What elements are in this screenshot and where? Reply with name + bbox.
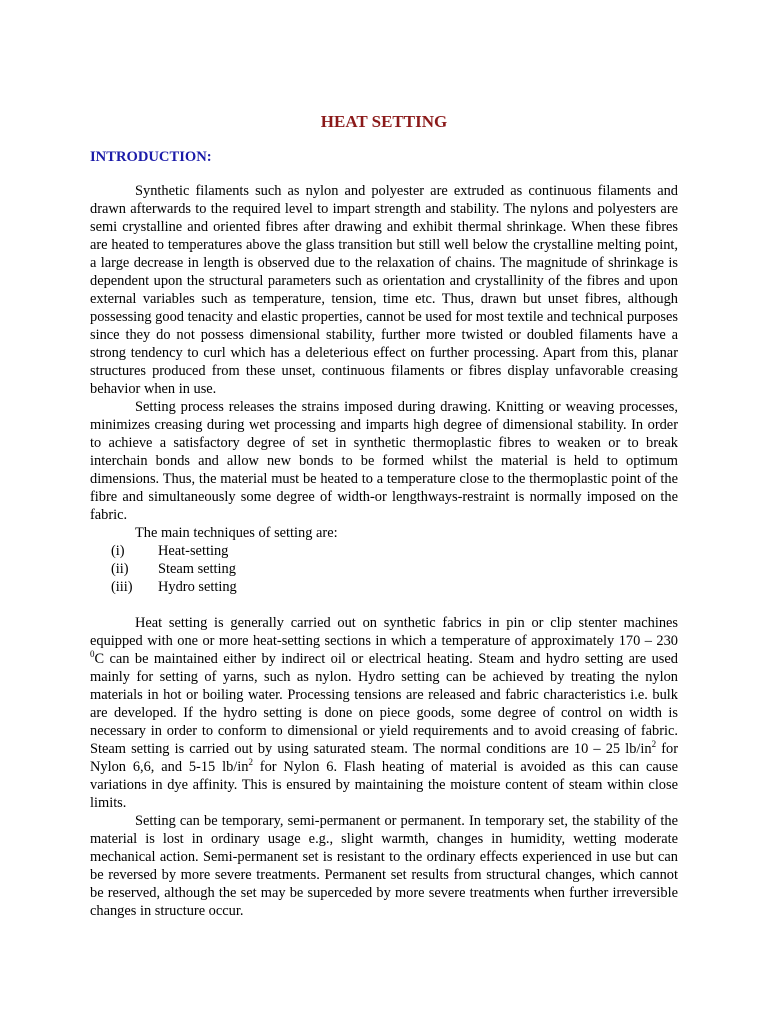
superscript-degree: 0 [90, 649, 95, 660]
list-item [90, 560, 678, 578]
paragraph-4: Setting can be temporary, semi-permanent or permanent. In temporary set, the stability of the material is lost in ordinary usage e.g., slight warmth, changes in humidity, wetting moderate mechanical action. Semi-permanent set is resistant to the ordinary effects experienced in use but can be reversed by more severe treatments. Permanent set results from structural changes, which cannot be reserved, although the set may be superceded by more severe treatments when further irreversible changes in structure occur. [90, 813, 678, 919]
list-item-text: Hydro setting [158, 579, 237, 595]
list-item-text: Steam setting [158, 561, 236, 577]
section-heading-introduction: INTRODUCTION: [90, 149, 212, 165]
list-item-text: Heat-setting [158, 543, 229, 559]
techniques-lead: The main techniques of setting are: [135, 525, 338, 541]
paragraph-1: Synthetic filaments such as nylon and polyester are extruded as continuous filaments and drawn afterwards to the required level to impart strength and stability. The nylons and polyesters are semi crystalline and oriented fibres after drawing and exhibit thermal shrinkage. When these fibres are heated to temperatures above the glass transition but still well below the crystalline melting point, a large decrease in length is observed due to the relaxation of chains. The magnitude of shrinkage is dependent upon the structural parameters such as orientation and crystallinity of the fibres and upon external variables such as temperature, tension, time etc. Thus, drawn but unset fibres, although possessing good tenacity and elastic properties, cannot be used for most textile and technical purposes since they do not possess dimensional stability, further more twisted or doubled filaments have a strong tendency to curl which has a deleterious effect on further processing. Apart from this, planar structures produced from these unset, continuous filaments or fibres display unfavorable creasing behavior when in use. [90, 183, 678, 397]
techniques-list [90, 542, 678, 596]
list-item-number: (i) [111, 543, 125, 559]
paragraph-3 [90, 614, 678, 812]
list-item-number: (ii) [111, 561, 129, 577]
superscript-squared: 2 [248, 757, 253, 768]
list-item-number: (iii) [111, 579, 133, 595]
paragraph-3-part-c: for Nylon 6,6, and 5-15 lb/in [90, 741, 678, 775]
paragraph-2: Setting process releases the strains imposed during drawing. Knitting or weaving processes, minimizes creasing during wet processing and imparts high degree of dimensional stability. In order to achieve a satisfactory degree of set in synthetic thermoplastic fibres to weaken or to break interchain bonds and allow new bonds to be formed whilst the material is held to optimum dimensions. Thus, the material must be heated to a temperature close to the thermoplastic point of the fibre and simultaneously some degree of width-or lengthways-restraint is normally imposed on the fabric. [90, 399, 678, 523]
paragraph-3-part-a: Heat setting is generally carried out on synthetic fabrics in pin or clip stenter machines equipped with one or more heat-setting sections in which a temperature of approximately 170 – 230 [90, 615, 678, 649]
paragraph-3-part-b: C can be maintained either by indirect oil or electrical heating. Steam and hydro setting are used mainly for setting of yarns, such as nylon. Hydro setting can be achieved by treating the nylon materials in hot or boiling water. Processing tensions are released and fabric characteristics i.e. bulk are developed. If the hydro setting is done on piece goods, some degree of control on width is necessary in order to conform to dimensional or yield requirements and to avoid creasing of fabric. Steam setting is carried out by using saturated steam. The normal conditions are 10 – 25 lb/in [90, 651, 678, 757]
paragraph-3-part-d: for Nylon 6. Flash heating of material is avoided as this can cause variations in dye affinity. This is ensured by maintaining the moisture content of steam within close limits. [90, 759, 678, 811]
list-item [90, 578, 678, 596]
page-title: HEAT SETTING [320, 112, 448, 131]
superscript-squared: 2 [651, 739, 657, 750]
list-item [90, 542, 678, 560]
